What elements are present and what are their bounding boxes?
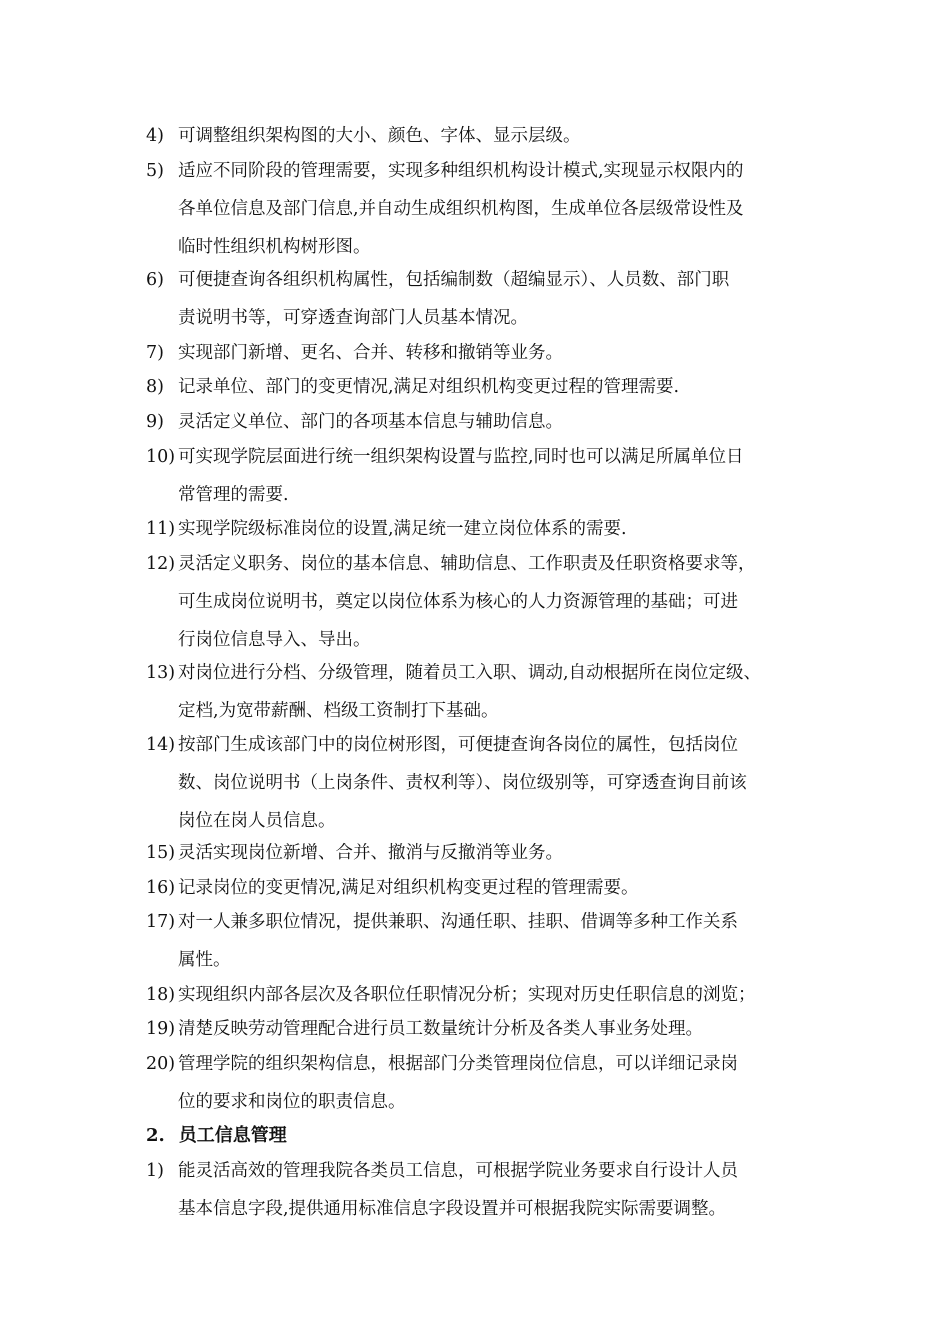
item-text: 灵活定义单位、部门的各项基本信息与辅助信息。 (178, 412, 563, 432)
item-text: 位的要求和岗位的职责信息。 (178, 1092, 406, 1112)
item-text: 适应不同阶段的管理需要，实现多种组织机构设计模式,实现显示权限内的 (178, 161, 744, 181)
item-number: 4) (146, 126, 164, 146)
item-text: 可调整组织架构图的大小、颜色、字体、显示层级。 (178, 126, 581, 146)
item-number: 12) (146, 554, 176, 574)
item-number: 9) (146, 412, 164, 432)
item-text: 岗位在岗人员信息。 (178, 811, 336, 831)
section-heading (146, 1118, 287, 1154)
item-number: 8) (146, 377, 164, 397)
item-number: 10) (146, 447, 176, 467)
heading-number: 2. (146, 1125, 165, 1146)
item-number: 15) (146, 843, 176, 863)
item-text: 可便捷查询各组织机构属性，包括编制数（超编显示）、人员数、部门职 (178, 270, 730, 290)
heading-title: 员工信息管理 (178, 1125, 287, 1146)
item-text: 记录岗位的变更情况,满足对组织机构变更过程的管理需要。 (178, 878, 639, 898)
item-text: 记录单位、部门的变更情况,满足对组织机构变更过程的管理需要. (178, 377, 680, 397)
item-text: 数、岗位说明书（上岗条件、责权利等）、岗位级别等，可穿透查询目前该 (178, 773, 747, 793)
item-number: 16) (146, 878, 176, 898)
item-text: 实现组织内部各层次及各职位任职情况分析；实现对历史任职信息的浏览； (178, 985, 756, 1005)
item-text: 定档,为宽带薪酬、档级工资制打下基础。 (178, 701, 499, 721)
item-text: 属性。 (178, 950, 231, 970)
item-number: 19) (146, 1019, 176, 1039)
item-number: 1) (146, 1161, 164, 1181)
item-text: 基本信息字段,提供通用标准信息字段设置并可根据我院实际需要调整。 (178, 1199, 727, 1219)
item-text: 实现部门新增、更名、合并、转移和撤销等业务。 (178, 343, 563, 363)
item-number: 11) (146, 519, 176, 539)
item-text: 可生成岗位说明书，奠定以岗位体系为核心的人力资源管理的基础；可进 (178, 592, 738, 612)
item-text: 按部门生成该部门中的岗位树形图，可便捷查询各岗位的属性，包括岗位 (178, 735, 738, 755)
item-number: 6) (146, 270, 164, 290)
item-text: 可实现学院层面进行统一组织架构设置与监控,同时也可以满足所属单位日 (178, 447, 744, 467)
item-text: 责说明书等，可穿透查询部门人员基本情况。 (178, 308, 528, 328)
item-number: 7) (146, 343, 164, 363)
item-text: 能灵活高效的管理我院各类员工信息，可根据学院业务要求自行设计人员 (178, 1161, 738, 1181)
item-text: 对一人兼多职位情况，提供兼职、沟通任职、挂职、借调等多种工作关系 (178, 912, 738, 932)
item-text: 实现学院级标准岗位的设置,满足统一建立岗位体系的需要. (178, 519, 627, 539)
item-number: 18) (146, 985, 176, 1005)
item-number: 14) (146, 735, 176, 755)
item-text: 各单位信息及部门信息,并自动生成组织机构图，生成单位各层级常设性及 (178, 199, 744, 219)
item-text: 灵活定义职务、岗位的基本信息、辅助信息、工作职责及任职资格要求等， (178, 554, 756, 574)
item-text: 常管理的需要. (178, 485, 289, 505)
item-text: 管理学院的组织架构信息，根据部门分类管理岗位信息，可以详细记录岗 (178, 1054, 738, 1074)
item-number: 5) (146, 161, 164, 181)
item-number: 13) (146, 663, 176, 683)
item-text: 临时性组织机构树形图。 (178, 237, 371, 257)
item-number: 20) (146, 1054, 176, 1074)
item-number: 17) (146, 912, 176, 932)
item-text: 灵活实现岗位新增、合并、撤消与反撤消等业务。 (178, 843, 563, 863)
item-text: 清楚反映劳动管理配合进行员工数量统计分析及各类人事业务处理。 (178, 1019, 703, 1039)
item-text: 对岗位进行分档、分级管理，随着员工入职、调动,自动根据所在岗位定级、 (178, 663, 762, 683)
item-text: 行岗位信息导入、导出。 (178, 630, 371, 650)
